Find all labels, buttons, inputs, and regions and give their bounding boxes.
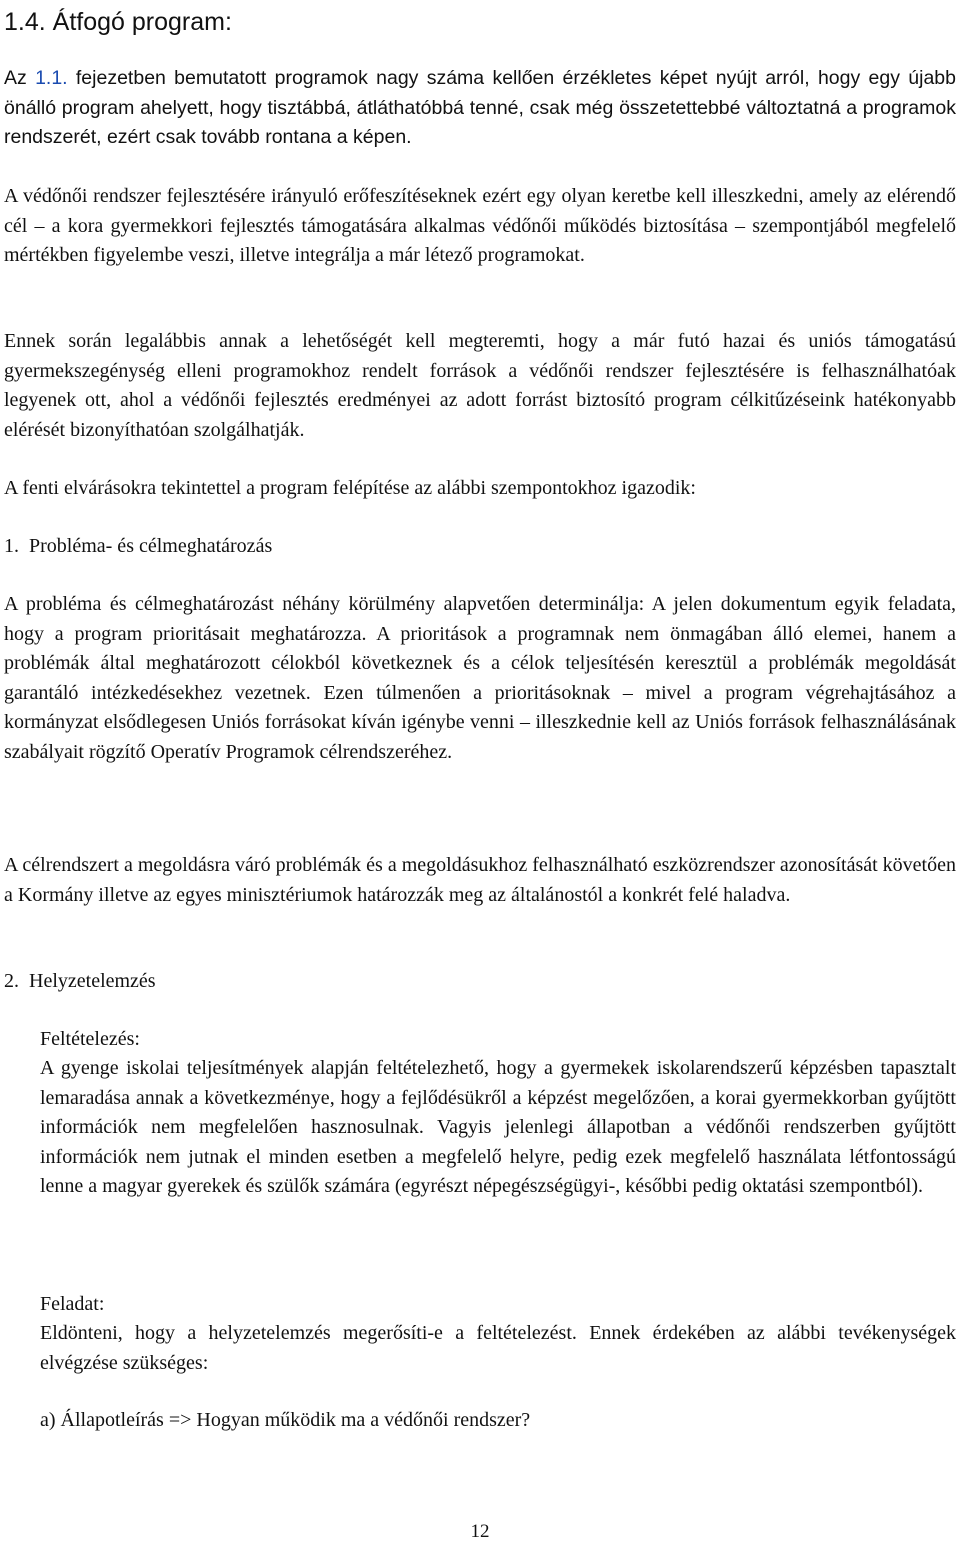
section-heading: 1.4. Átfogó program: [4,8,232,36]
section-2-title: 2. Helyzetelemzés [4,970,156,992]
section-1-title: 1. Probléma- és célmeghatározás [4,535,273,557]
task-item-a: a) Állapotleírás => Hogyan működik ma a védőnői rendszer? [40,1409,531,1431]
assumption-text: A gyenge iskolai teljesítmények alapján feltételezhető, hogy a gyermekek iskolarendszerű képzésben tapasztalt lemaradása annak a következménye, hogy a fejlődésükről a képzést megelőzően, a korai gyermekkorban gyűjtött információk nem megfelelően hasznosulnak. Vagyis jelenlegi állapotban a védőnői rendszerben gyűjtött információk nem jutnak el minden esetben a megfelelő helyre, pedig ezek megfelelő használata létfontosságú lenne a magyar gyerekek és szülők számára (egyrészt népegészségügyi-, későbbi pedig oktatási szempontból). [40,1057,956,1197]
intro-paragraph [4,64,956,153]
intro-text: fejezetben bemutatott programok nagy száma kellően érzékletes képet nyújt arról, hogy egy újabb önálló program ahelyett, hogy tisztábbá, átláthatóbbá tenné, csak még összetettebbé változtatná a programok rendszerét, ezért csak tovább rontana a képen. [4,67,956,148]
task-text: Eldönteni, hogy a helyzetelemzés megerősíti-e a feltételezést. Ennek érdekében az alábbi tevékenységek elvégzése szükséges: [40,1322,956,1374]
page-number: 12 [470,1521,490,1542]
paragraph-framework: A védőnői rendszer fejlesztésére irányuló erőfeszítéseknek ezért egy olyan keretbe kell illeszkedni, amely az elérendő cél – a kora gyermekkori fejlesztés támogatására alkalmas védőnői működés biztosítása – szempontjából megfelelő mértékben figyelembe veszi, illetve integrálja a már létező programokat. [4,185,956,266]
task-label: Feladat: [40,1293,105,1315]
section-1-paragraph-2: A célrendszert a megoldásra váró problémák és a megoldásukhoz felhasználható eszközrendszer azonosítását követően a Kormány illetve az egyes minisztériumok határozzák meg az általánostól a konkrét felé haladva. [4,854,956,906]
intro-prefix: Az [4,67,36,89]
section-1-paragraph-1: A probléma és célmeghatározást néhány körülmény alapvetően determinálja: A jelen dokumentum egyik feladata, hogy a program prioritásait meghatározza. A prioritások a programnak nem önmagában álló elemei, hanem a problémák által meghatározott célokból következnek és a célok teljesítésén keresztül a problémák megoldását garantáló intézkedésekhez vezetnek. Ezen túlmenően a prioritásoknak – mivel a program végrehajtásához a kormányzat elsődlegesen Uniós forrásokat kíván igénybe venni – illeszkednie kell az Uniós források felhasználásának szabályait rögzítő Operatív Programok célrendszeréhez. [4,593,956,763]
paragraph-structure: A fenti elvárásokra tekintettel a program felépítése az alábbi szempontokhoz igazodik: [4,477,696,499]
assumption-label: Feltételezés: [40,1028,140,1050]
chapter-reference-link[interactable]: 1.1. [35,67,68,89]
paragraph-funding: Ennek során legalábbis annak a lehetőségét kell megteremti, hogy a már futó hazai és uniós támogatású gyermekszegénység elleni programokhoz rendelt források a védőnői rendszer fejlesztésére is felhasználhatóak legyenek ott, ahol a védőnői fejlesztés eredményei az adott forrást biztosító program célkitűzéseink hatékonyabb elérését bizonyíthatóan szolgálhatják. [4,330,956,441]
